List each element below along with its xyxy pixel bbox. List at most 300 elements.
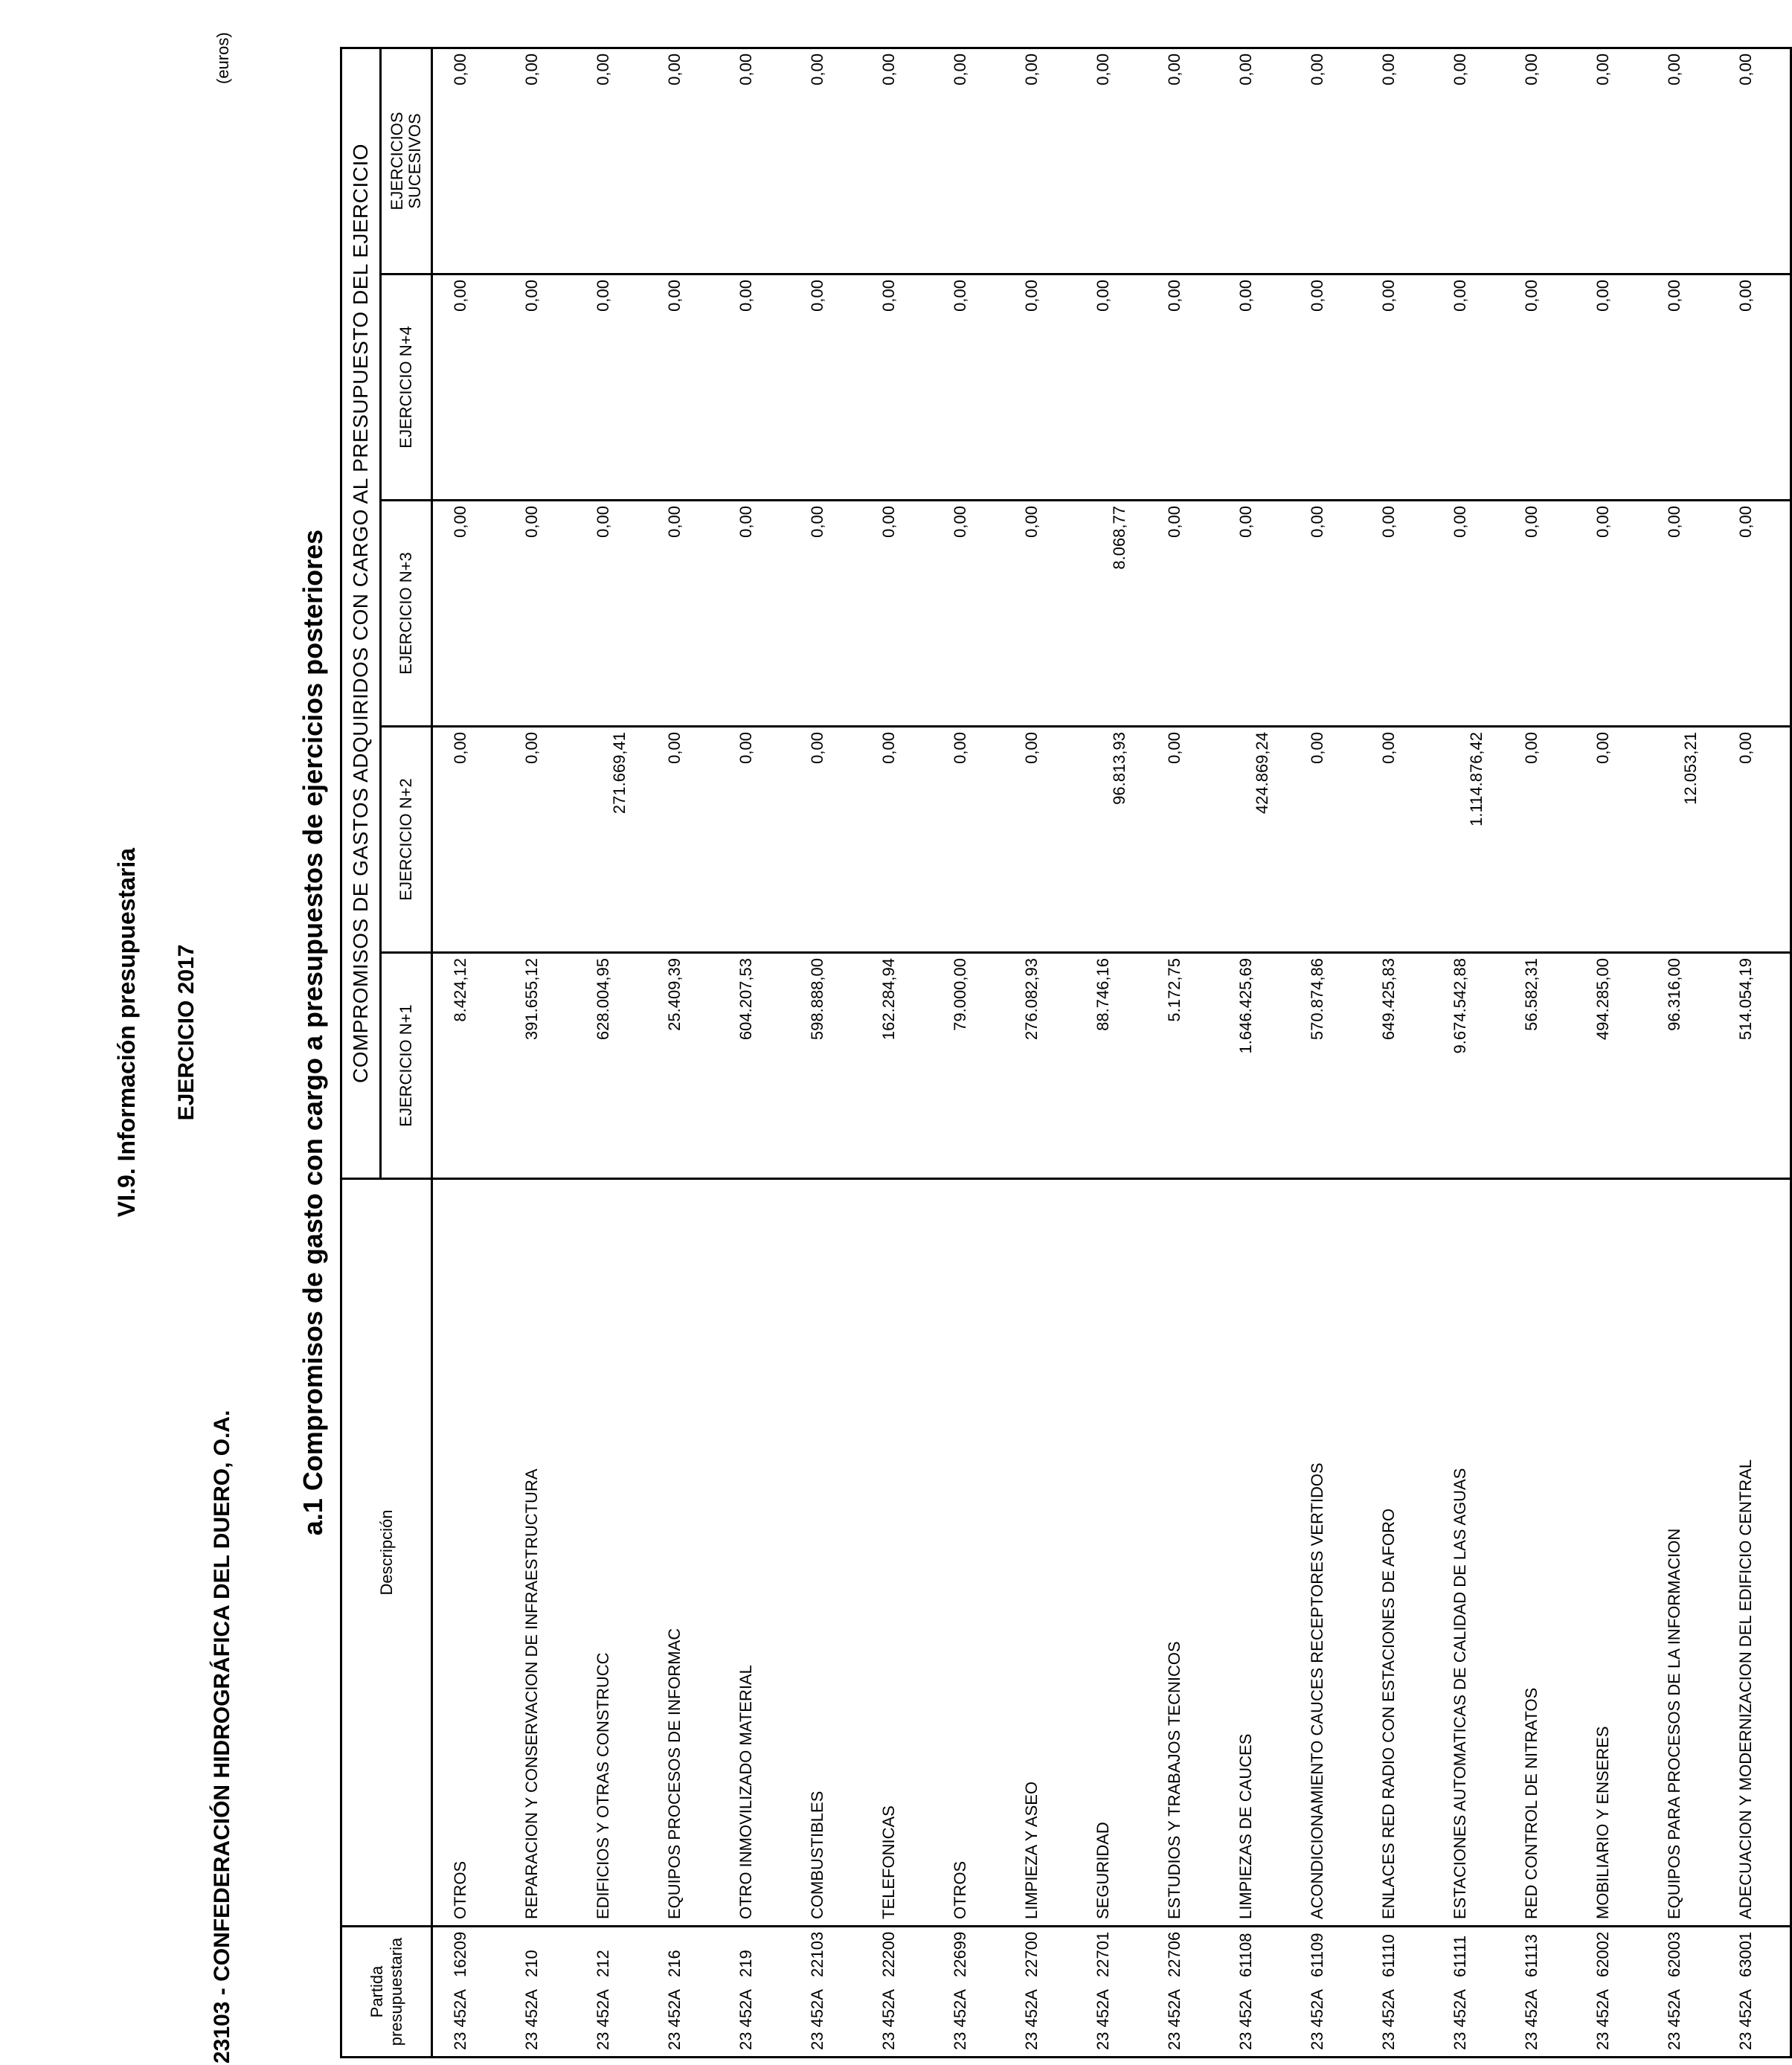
partida-cell: [1147, 1927, 1218, 2058]
concept-code: 61113: [1522, 1934, 1541, 1977]
program-code: 23 452A: [736, 1989, 755, 2050]
table-row: [504, 48, 576, 2057]
amount-n3-cell: [504, 501, 576, 727]
amount-n1-cell: [1647, 953, 1718, 1179]
amount-n3-cell: [1004, 501, 1076, 727]
amount-n2: 0,00: [1736, 732, 1755, 764]
header-partida: Partida presupuestaria: [341, 1927, 432, 2058]
amount-n2: 424.869,24: [1253, 732, 1271, 815]
amount-sucesivos: 0,00: [1593, 53, 1612, 86]
concept-code: 22706: [1165, 1931, 1184, 1977]
table-row: [1504, 48, 1576, 2057]
amount-n1: 8.424,12: [451, 958, 469, 1022]
partida-cell: [432, 1927, 505, 2058]
amount-n3-cell: [576, 501, 647, 727]
table-row: [1576, 48, 1647, 2057]
amount-n1-cell: [432, 953, 505, 1179]
concept-code: 61110: [1379, 1934, 1398, 1977]
amount-n3: 0,00: [1736, 506, 1755, 538]
amount-n2-cell: [1647, 727, 1718, 953]
amount-sucesivos-cell: [1147, 48, 1218, 274]
amount-sucesivos-cell: [1647, 48, 1718, 274]
partida-cell: [1076, 1927, 1147, 2058]
amount-n4-cell: [1004, 274, 1076, 501]
amount-sucesivos-cell: [1433, 48, 1504, 274]
description-cell: EQUIPOS PROCESOS DE INFORMAC: [647, 1179, 719, 1927]
units-label: (euros): [213, 32, 232, 84]
commitments-table: [340, 47, 1792, 2058]
amount-sucesivos-cell: [576, 48, 647, 274]
partida-cell: [1576, 1927, 1647, 2058]
concept-code: 22701: [1093, 1931, 1112, 1977]
concept-code: 210: [522, 1950, 541, 1977]
amount-n2-cell: [933, 727, 1004, 953]
amount-sucesivos: 0,00: [1308, 53, 1326, 86]
amount-n2: 0,00: [1522, 732, 1541, 764]
amount-n2: 12.053,21: [1681, 732, 1700, 805]
amount-n3: 0,00: [1593, 506, 1612, 538]
amount-n3-cell: [1718, 501, 1791, 727]
amount-n1-cell: [719, 953, 790, 1179]
table-row: [1218, 48, 1290, 2057]
amount-n4: 0,00: [1236, 280, 1255, 312]
header-sucesivos-line1: EJERCICIOS: [388, 112, 406, 211]
amount-n3-cell: [933, 501, 1004, 727]
amount-sucesivos: 0,00: [665, 53, 684, 86]
description-cell: REPARACION Y CONSERVACION DE INFRAESTRUCTURA: [504, 1179, 576, 1927]
amount-n4-cell: [790, 274, 861, 501]
amount-n2: 0,00: [808, 732, 826, 764]
program-code: 23 452A: [1236, 1989, 1255, 2050]
table-row: [1361, 48, 1433, 2057]
amount-n1-cell: [504, 953, 576, 1179]
header-ejercicio-n1: EJERCICIO N+1: [381, 953, 432, 1179]
amount-n4: 0,00: [1308, 280, 1326, 312]
amount-n3: 0,00: [1379, 506, 1398, 538]
amount-n4-cell: [1218, 274, 1290, 501]
table-row: [576, 48, 647, 2057]
amount-n4: 0,00: [808, 280, 826, 312]
section-title: a.1 Compromisos de gasto con cargo a presupuestos de ejercicios posteriores: [298, 529, 328, 1536]
amount-n2: 0,00: [1308, 732, 1326, 764]
amount-n3-cell: [719, 501, 790, 727]
amount-n2: 96.813,93: [1110, 732, 1128, 805]
amount-n3-cell: [1504, 501, 1576, 727]
description-cell: OTRO INMOVILIZADO MATERIAL: [719, 1179, 790, 1927]
amount-sucesivos-cell: [719, 48, 790, 274]
header-ejercicios-sucesivos: [381, 48, 432, 274]
program-code: 23 452A: [1308, 1989, 1326, 2050]
program-code: 23 452A: [1522, 1989, 1541, 2050]
program-code: 23 452A: [951, 1989, 969, 2050]
amount-n1: 88.746,16: [1093, 958, 1112, 1031]
fiscal-year: EJERCICIO 2017: [174, 944, 199, 1121]
amount-n2-cell: [1718, 727, 1791, 953]
amount-n4-cell: [1290, 274, 1361, 501]
amount-n1: 570.874,86: [1308, 958, 1326, 1041]
amount-n4-cell: [1718, 274, 1791, 501]
amount-n1-cell: [1504, 953, 1576, 1179]
amount-n1-cell: [933, 953, 1004, 1179]
amount-sucesivos: 0,00: [1522, 53, 1541, 86]
description-cell: EDIFICIOS Y OTRAS CONSTRUCC: [576, 1179, 647, 1927]
amount-n1: 391.655,12: [522, 958, 541, 1041]
amount-n1: 9.674.542,88: [1451, 958, 1469, 1054]
amount-n4-cell: [1504, 274, 1576, 501]
partida-cell: [1290, 1927, 1361, 2058]
amount-sucesivos: 0,00: [879, 53, 898, 86]
amount-sucesivos-cell: [1576, 48, 1647, 274]
description-cell: LIMPIEZA Y ASEO: [1004, 1179, 1076, 1927]
amount-n3-cell: [1290, 501, 1361, 727]
amount-sucesivos: 0,00: [1451, 53, 1469, 86]
amount-n1: 598.888,00: [808, 958, 826, 1041]
amount-n1-cell: [1718, 953, 1791, 1179]
program-code: 23 452A: [879, 1989, 898, 2050]
amount-n2: 0,00: [879, 732, 898, 764]
amount-n4: 0,00: [665, 280, 684, 312]
concept-code: 22200: [879, 1931, 898, 1977]
table-row: [861, 48, 933, 2057]
concept-code: 61109: [1308, 1933, 1326, 1977]
amount-sucesivos-cell: [1004, 48, 1076, 274]
partida-cell: [933, 1927, 1004, 2058]
amount-sucesivos-cell: [1718, 48, 1791, 274]
amount-sucesivos-cell: [432, 48, 505, 274]
page-title: VI.9. Información presupuestaria: [113, 847, 140, 1218]
amount-n3: 0,00: [1451, 506, 1469, 538]
description-cell: TELEFONICAS: [861, 1179, 933, 1927]
amount-n4-cell: [1147, 274, 1218, 501]
description-cell: SEGURIDAD: [1076, 1179, 1147, 1927]
amount-n4-cell: [719, 274, 790, 501]
organization-name: 23103 - CONFEDERACIÓN HIDROGRÁFICA DEL DUERO, O.A.: [210, 1410, 234, 2064]
concept-code: 63001: [1736, 1931, 1755, 1977]
description-cell: ACONDICIONAMIENTO CAUCES RECEPTORES VERTIDOS: [1290, 1179, 1361, 1927]
concept-code: 216: [665, 1950, 684, 1977]
amount-sucesivos: 0,00: [594, 53, 612, 86]
amount-sucesivos-cell: [504, 48, 576, 274]
partida-cell: [1004, 1927, 1076, 2058]
amount-n1-cell: [1004, 953, 1076, 1179]
amount-n2-cell: [1076, 727, 1147, 953]
amount-n1: 649.425,83: [1379, 958, 1398, 1041]
amount-n3-cell: [432, 501, 505, 727]
amount-n1: 79.000,00: [951, 958, 969, 1031]
amount-n4: 0,00: [1451, 280, 1469, 312]
amount-n4-cell: [933, 274, 1004, 501]
amount-n3-cell: [1361, 501, 1433, 727]
program-code: 23 452A: [1451, 1989, 1469, 2050]
partida-cell: [1647, 1927, 1718, 2058]
amount-n3: 0,00: [1665, 506, 1683, 538]
table-row: [933, 48, 1004, 2057]
concept-code: 61108: [1236, 1933, 1255, 1977]
table-row: [1433, 48, 1504, 2057]
amount-n1: 276.082,93: [1022, 958, 1041, 1041]
amount-n2-cell: [647, 727, 719, 953]
amount-n2: 1.114.876,42: [1467, 732, 1486, 826]
amount-n4: 0,00: [451, 280, 469, 312]
program-code: 23 452A: [1736, 1989, 1755, 2050]
concept-code: 212: [594, 1950, 612, 1977]
amount-n1-cell: [1361, 953, 1433, 1179]
amount-n3-cell: [861, 501, 933, 727]
amount-sucesivos: 0,00: [1736, 53, 1755, 86]
concept-code: 22699: [951, 1931, 969, 1977]
amount-n4: 0,00: [879, 280, 898, 312]
amount-n4: 0,00: [1736, 280, 1755, 312]
amount-n2-cell: [1576, 727, 1647, 953]
amount-n4: 0,00: [522, 280, 541, 312]
header-ejercicio-n3: EJERCICIO N+3: [381, 501, 432, 727]
partida-cell: [1361, 1927, 1433, 2058]
amount-n1-cell: [647, 953, 719, 1179]
partida-cell: [1504, 1927, 1576, 2058]
concept-code: 62002: [1593, 1931, 1612, 1977]
table-row: [1004, 48, 1076, 2057]
amount-n3-cell: [1576, 501, 1647, 727]
partida-cell: [1218, 1927, 1290, 2058]
amount-n2: 0,00: [736, 732, 755, 764]
amount-n1: 162.284,94: [879, 958, 898, 1041]
amount-n2-cell: [1504, 727, 1576, 953]
amount-n1-cell: [790, 953, 861, 1179]
description-cell: ESTACIONES AUTOMATICAS DE CALIDAD DE LAS AGUAS: [1433, 1179, 1504, 1927]
amount-n2-cell: [1147, 727, 1218, 953]
partida-cell: [504, 1927, 576, 2058]
amount-sucesivos-cell: [1361, 48, 1433, 274]
amount-n2: 0,00: [1593, 732, 1612, 764]
amount-n3-cell: [1147, 501, 1218, 727]
table-body: [432, 48, 1791, 2057]
amount-n1: 1.646.425,69: [1236, 958, 1255, 1054]
header-sucesivos-line2: SUCESIVOS: [405, 113, 424, 209]
amount-n2: 0,00: [1022, 732, 1041, 764]
amount-n1: 628.004,95: [594, 958, 612, 1041]
amount-n1: 494.285,00: [1593, 958, 1612, 1041]
amount-sucesivos-cell: [1504, 48, 1576, 274]
amount-n4: 0,00: [1522, 280, 1541, 312]
amount-n3: 8.068,77: [1110, 506, 1128, 570]
amount-sucesivos-cell: [1290, 48, 1361, 274]
amount-n4-cell: [1076, 274, 1147, 501]
concept-code: 22103: [808, 1931, 826, 1977]
amount-sucesivos: 0,00: [808, 53, 826, 86]
amount-n2: 0,00: [665, 732, 684, 764]
amount-n1: 96.316,00: [1665, 958, 1683, 1031]
amount-sucesivos-cell: [790, 48, 861, 274]
concept-code: 22700: [1022, 1931, 1041, 1977]
description-cell: LIMPIEZAS DE CAUCES: [1218, 1179, 1290, 1927]
program-code: 23 452A: [1022, 1989, 1041, 2050]
amount-n3: 0,00: [522, 506, 541, 538]
concept-code: 16209: [451, 1931, 469, 1977]
amount-sucesivos: 0,00: [451, 53, 469, 86]
program-code: 23 452A: [451, 1989, 469, 2050]
partida-cell: [647, 1927, 719, 2058]
table-row: [1718, 48, 1791, 2057]
amount-n2: 0,00: [451, 732, 469, 764]
amount-n3-cell: [1218, 501, 1290, 727]
description-cell: OTROS: [933, 1179, 1004, 1927]
header-group-compromisos: COMPROMISOS DE GASTOS ADQUIRIDOS CON CARGO AL PRESUPUESTO DEL EJERCICIO: [341, 48, 381, 1178]
partida-cell: [790, 1927, 861, 2058]
amount-n3: 0,00: [808, 506, 826, 538]
amount-sucesivos: 0,00: [736, 53, 755, 86]
table-row: [1647, 48, 1718, 2057]
amount-n3-cell: [647, 501, 719, 727]
amount-n2: 0,00: [951, 732, 969, 764]
amount-sucesivos-cell: [647, 48, 719, 274]
description-cell: EQUIPOS PARA PROCESOS DE LA INFORMACION: [1647, 1179, 1718, 1927]
program-code: 23 452A: [1165, 1989, 1184, 2050]
table-row: [790, 48, 861, 2057]
amount-sucesivos: 0,00: [1379, 53, 1398, 86]
table-row: [1147, 48, 1218, 2057]
header-ejercicio-n4: EJERCICIO N+4: [381, 274, 432, 501]
table-row: [432, 48, 505, 2057]
description-cell: RED CONTROL DE NITRATOS: [1504, 1179, 1576, 1927]
amount-n3: 0,00: [665, 506, 684, 538]
amount-n4-cell: [1361, 274, 1433, 501]
amount-n2-cell: [719, 727, 790, 953]
amount-sucesivos: 0,00: [522, 53, 541, 86]
amount-n1-cell: [1076, 953, 1147, 1179]
amount-n2-cell: [1361, 727, 1433, 953]
amount-n1-cell: [1218, 953, 1290, 1179]
amount-n1: 25.409,39: [665, 958, 684, 1031]
description-cell: ENLACES RED RADIO CON ESTACIONES DE AFORO: [1361, 1179, 1433, 1927]
amount-n1: 514.054,19: [1736, 958, 1755, 1041]
amount-n3: 0,00: [736, 506, 755, 538]
amount-n4: 0,00: [1665, 280, 1683, 312]
description-cell: ESTUDIOS Y TRABAJOS TECNICOS: [1147, 1179, 1218, 1927]
table-row: [719, 48, 790, 2057]
amount-n2: 0,00: [1165, 732, 1184, 764]
partida-cell: [1718, 1927, 1791, 2058]
amount-n1: 5.172,75: [1165, 958, 1184, 1022]
amount-n4-cell: [576, 274, 647, 501]
program-code: 23 452A: [1593, 1989, 1612, 2050]
amount-n4-cell: [861, 274, 933, 501]
partida-cell: [576, 1927, 647, 2058]
program-code: 23 452A: [808, 1989, 826, 2050]
amount-n2-cell: [576, 727, 647, 953]
table-row: [1290, 48, 1361, 2057]
description-cell: ADECUACION Y MODERNIZACION DEL EDIFICIO CENTRAL: [1718, 1179, 1791, 1927]
amount-n3: 0,00: [1522, 506, 1541, 538]
amount-n2-cell: [1218, 727, 1290, 953]
amount-n3: 0,00: [951, 506, 969, 538]
amount-n2: 0,00: [522, 732, 541, 764]
amount-n4-cell: [504, 274, 576, 501]
amount-sucesivos-cell: [1076, 48, 1147, 274]
amount-n4-cell: [432, 274, 505, 501]
amount-sucesivos: 0,00: [1165, 53, 1184, 86]
table-row: [647, 48, 719, 2057]
amount-n3: 0,00: [594, 506, 612, 538]
partida-cell: [861, 1927, 933, 2058]
amount-sucesivos-cell: [933, 48, 1004, 274]
partida-cell: [719, 1927, 790, 2058]
header-descripcion: Descripción: [341, 1179, 432, 1927]
amount-n3-cell: [1433, 501, 1504, 727]
amount-n1-cell: [1290, 953, 1361, 1179]
amount-n4: 0,00: [736, 280, 755, 312]
amount-n4: 0,00: [1022, 280, 1041, 312]
concept-code: 62003: [1665, 1931, 1683, 1977]
amount-n4-cell: [1433, 274, 1504, 501]
concept-code: 219: [736, 1950, 755, 1977]
amount-n3-cell: [1076, 501, 1147, 727]
amount-n3: 0,00: [451, 506, 469, 538]
program-code: 23 452A: [1665, 1989, 1683, 2050]
amount-n3: 0,00: [1308, 506, 1326, 538]
table-row: [1076, 48, 1147, 2057]
amount-n3: 0,00: [1022, 506, 1041, 538]
header-ejercicio-n2: EJERCICIO N+2: [381, 727, 432, 953]
amount-n2: 271.669,41: [610, 732, 629, 815]
amount-n4-cell: [1647, 274, 1718, 501]
amount-n4: 0,00: [1593, 280, 1612, 312]
amount-n1-cell: [861, 953, 933, 1179]
amount-n4: 0,00: [1093, 280, 1112, 312]
partida-cell: [1433, 1927, 1504, 2058]
amount-n3-cell: [790, 501, 861, 727]
amount-n1-cell: [1433, 953, 1504, 1179]
amount-n4: 0,00: [951, 280, 969, 312]
amount-n2-cell: [1433, 727, 1504, 953]
concept-code: 61111: [1451, 1935, 1469, 1977]
amount-n1-cell: [1576, 953, 1647, 1179]
amount-n2-cell: [432, 727, 505, 953]
amount-sucesivos: 0,00: [951, 53, 969, 86]
description-cell: MOBILIARIO Y ENSERES: [1576, 1179, 1647, 1927]
program-code: 23 452A: [522, 1989, 541, 2050]
amount-sucesivos: 0,00: [1022, 53, 1041, 86]
amount-n3-cell: [1647, 501, 1718, 727]
amount-sucesivos-cell: [1218, 48, 1290, 274]
amount-n4-cell: [647, 274, 719, 501]
amount-n3: 0,00: [1236, 506, 1255, 538]
description-cell: COMBUSTIBLES: [790, 1179, 861, 1927]
amount-n3: 0,00: [1165, 506, 1184, 538]
amount-n4: 0,00: [594, 280, 612, 312]
amount-sucesivos-cell: [861, 48, 933, 274]
amount-n2-cell: [1290, 727, 1361, 953]
amount-n4: 0,00: [1165, 280, 1184, 312]
amount-n2: 0,00: [1379, 732, 1398, 764]
amount-n1-cell: [1147, 953, 1218, 1179]
amount-n2-cell: [790, 727, 861, 953]
amount-n1: 604.207,53: [736, 958, 755, 1041]
amount-n2-cell: [1004, 727, 1076, 953]
amount-sucesivos: 0,00: [1093, 53, 1112, 86]
amount-n4-cell: [1576, 274, 1647, 501]
description-cell: OTROS: [432, 1179, 505, 1927]
amount-n1-cell: [576, 953, 647, 1179]
program-code: 23 452A: [1093, 1989, 1112, 2050]
amount-sucesivos: 0,00: [1665, 53, 1683, 86]
amount-n2-cell: [861, 727, 933, 953]
amount-sucesivos: 0,00: [1236, 53, 1255, 86]
amount-n2-cell: [504, 727, 576, 953]
program-code: 23 452A: [665, 1989, 684, 2050]
program-code: 23 452A: [594, 1989, 612, 2050]
amount-n1: 56.582,31: [1522, 958, 1541, 1031]
amount-n3: 0,00: [879, 506, 898, 538]
